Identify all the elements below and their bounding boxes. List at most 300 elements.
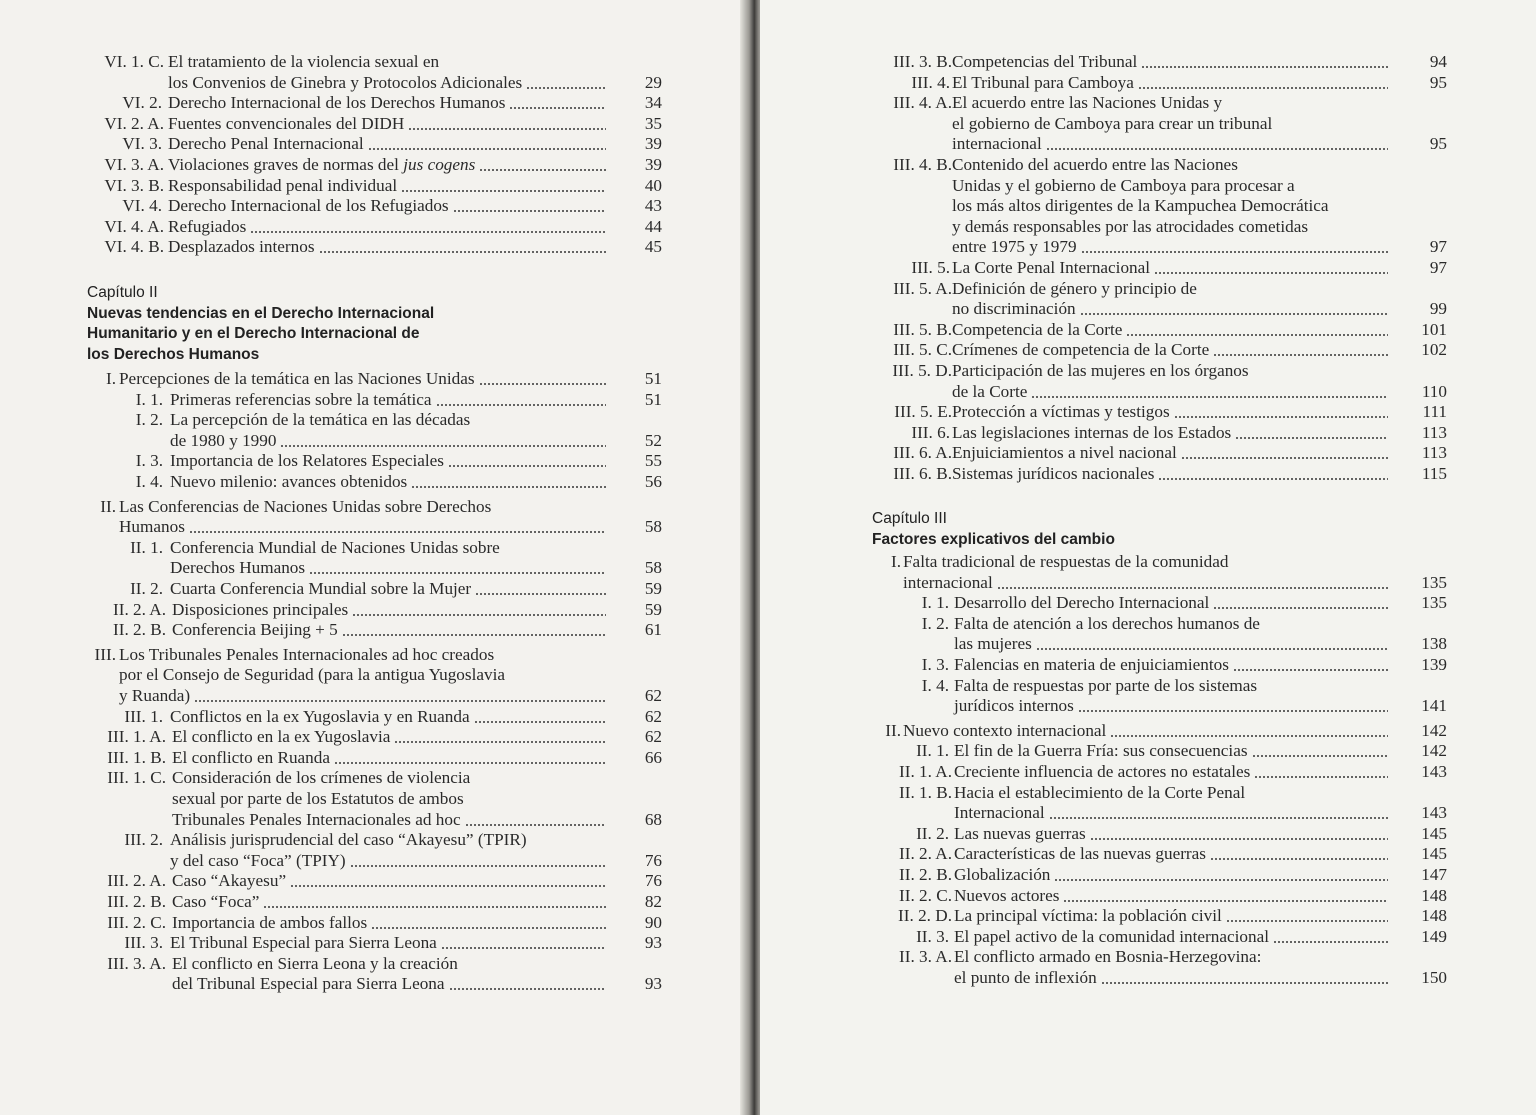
toc-entry xyxy=(0,196,662,216)
toc-entry-text: Violaciones graves de normas del jus cogens xyxy=(168,155,476,174)
toc-entry xyxy=(0,537,662,578)
dot-leader xyxy=(290,885,606,887)
toc-page-number: 52 xyxy=(644,430,662,450)
toc-entry-text: de 1980 y 1990 xyxy=(170,430,277,450)
toc-page-number: 147 xyxy=(1421,865,1447,884)
toc-page-number: 29 xyxy=(644,72,662,92)
toc-entry-text: Características de las nuevas guerras xyxy=(954,844,1206,864)
toc-entry-number: I. xyxy=(105,369,116,388)
toc-entry-text: Falencias en materia de enjuiciamientos xyxy=(954,655,1229,674)
toc-entry-line xyxy=(170,830,527,850)
toc-entry-line xyxy=(952,299,1392,319)
toc-entry-text: Los Tribunales Penales Internacionales ad hoc creados xyxy=(119,644,495,664)
toc-entry-text: Internacional xyxy=(954,803,1045,823)
toc-page-number: 76 xyxy=(644,871,662,891)
toc-entry-line xyxy=(952,443,1392,463)
toc-entry-text: Las nuevas guerras xyxy=(954,823,1086,843)
dot-leader xyxy=(309,572,606,574)
toc-entry-text: Humanos xyxy=(119,517,185,537)
toc-entry-text: El tratamiento de la violencia sexual en xyxy=(168,52,440,71)
toc-entry-number: II. 2. xyxy=(916,823,949,843)
toc-entry-text: Conferencia Beijing + 5 xyxy=(172,620,338,640)
toc-entry xyxy=(760,278,1447,319)
toc-entry-line xyxy=(954,741,1392,761)
toc-entry-text: Primeras referencias sobre la temática xyxy=(170,389,432,409)
toc-entry-line xyxy=(172,748,610,768)
toc-entry-line xyxy=(172,810,610,830)
toc-entry xyxy=(760,762,1447,782)
toc-entry-line xyxy=(119,369,610,389)
dot-leader xyxy=(479,383,606,385)
toc-entry xyxy=(760,655,1447,675)
toc-entry-text: y demás responsables por las atrocidades cometidas xyxy=(952,216,1309,236)
toc-entry-text: El papel activo de la comunidad internacional xyxy=(954,926,1269,946)
dot-leader xyxy=(411,486,606,488)
toc-entry-text: Enjuiciamientos a nivel nacional xyxy=(952,443,1177,463)
toc-page-number: 59 xyxy=(644,599,662,619)
toc-entry xyxy=(760,886,1447,906)
toc-page-number: 110 xyxy=(1421,381,1447,401)
dot-leader xyxy=(1252,755,1388,757)
dot-leader xyxy=(1154,272,1388,274)
toc-entry-text: Globalización xyxy=(954,865,1051,884)
toc-entry xyxy=(0,369,662,389)
toc-entry xyxy=(760,361,1447,401)
toc-entry-line xyxy=(168,176,610,196)
toc-entry-text: El Tribunal para Camboya xyxy=(952,72,1134,92)
dot-leader xyxy=(1101,982,1388,984)
toc-page-number: 68 xyxy=(644,809,662,829)
toc-entry-number: VI. 3. A. xyxy=(104,155,164,174)
dot-leader xyxy=(1063,900,1388,902)
toc-entry-number: I. 3. xyxy=(921,655,949,674)
toc-entry-line xyxy=(954,844,1392,864)
toc-entry-line xyxy=(170,579,610,599)
chapter-heading xyxy=(87,283,434,365)
toc-page-number: 62 xyxy=(644,685,662,705)
toc-page-number: 39 xyxy=(644,155,662,174)
toc-entry-line xyxy=(172,913,610,933)
toc-entry-number: II. 1. xyxy=(916,741,949,761)
toc-entry xyxy=(0,600,662,620)
toc-entry-line xyxy=(952,134,1392,154)
toc-entry-text: La Corte Penal Internacional xyxy=(952,258,1151,277)
toc-entry-number: II. xyxy=(885,720,901,740)
toc-entry-line xyxy=(954,634,1392,654)
dot-leader xyxy=(997,587,1388,589)
toc-page-number: 113 xyxy=(1421,443,1447,463)
toc-entry xyxy=(760,52,1447,72)
toc-entry-line xyxy=(170,707,610,727)
toc-page-number: 58 xyxy=(644,558,662,578)
toc-entry-text: El conflicto armado en Bosnia-Herzegovina: xyxy=(954,947,1262,967)
toc-entry-line xyxy=(168,196,610,216)
toc-page-number: 115 xyxy=(1421,464,1447,483)
toc-entry-text: La principal víctima: la población civil xyxy=(954,906,1222,926)
toc-page-number: 145 xyxy=(1421,823,1447,843)
toc-entry-line xyxy=(170,933,610,953)
toc-entry-number: VI. 2. A. xyxy=(104,113,164,133)
toc-entry-line xyxy=(168,237,610,257)
toc-entry-text: el gobierno de Camboya para crear un tribunal xyxy=(952,113,1273,133)
toc-entry xyxy=(0,114,662,134)
toc-entry xyxy=(0,620,662,640)
toc-entry-text: Conferencia Mundial de Naciones Unidas sobre xyxy=(170,537,500,557)
toc-entry-text: Tribunales Penales Internacionales ad hoc xyxy=(172,809,461,829)
toc-entry-text: Sistemas jurídicos nacionales xyxy=(952,464,1155,483)
toc-entry-line xyxy=(170,851,610,871)
toc-page-number: 43 xyxy=(644,196,662,216)
dot-leader xyxy=(465,824,606,826)
toc-entry-number: I. 4. xyxy=(135,472,163,491)
toc-entry xyxy=(760,320,1447,340)
toc-entry-number: II. xyxy=(100,496,116,516)
toc-entry xyxy=(760,782,1447,823)
toc-entry-text: Conflictos en la ex Yugoslavia y en Ruanda xyxy=(170,706,470,726)
toc-entry-line xyxy=(954,803,1392,823)
dot-leader xyxy=(334,762,606,764)
toc-entry-text: Nuevos actores xyxy=(954,885,1060,905)
toc-entry-text: por el Consejo de Seguridad (para la antigua Yugoslavia xyxy=(119,665,505,685)
toc-entry-line xyxy=(903,721,1392,741)
toc-entry-text: Definición de género y principio de xyxy=(952,278,1197,298)
toc-entry-number: II. 2. B. xyxy=(113,620,166,640)
toc-entry xyxy=(0,93,662,113)
toc-entry-line xyxy=(954,824,1392,844)
toc-entry-number: III. 5. E. xyxy=(894,402,952,422)
toc-entry-line xyxy=(170,558,610,578)
toc-entry-number: I. 2. xyxy=(135,410,163,430)
chapter-title-line: Nuevas tendencias en el Derecho Internacional xyxy=(87,304,435,322)
toc-entry-line xyxy=(952,176,1295,196)
toc-entry xyxy=(0,953,662,994)
toc-entry-number: III. 2. A. xyxy=(107,871,166,891)
toc-entry-line xyxy=(168,114,610,134)
dot-leader xyxy=(342,634,606,636)
toc-entry xyxy=(0,176,662,196)
chapter-heading xyxy=(872,509,1115,550)
toc-entry-line xyxy=(170,431,610,451)
toc-page-number: 62 xyxy=(644,727,662,747)
toc-entry-text: Las legislaciones internas de los Estados xyxy=(952,422,1232,442)
toc-entry-line xyxy=(172,954,458,974)
toc-entry xyxy=(760,613,1447,654)
toc-entry-text: del Tribunal Especial para Sierra Leona xyxy=(172,974,445,994)
toc-page-number: 35 xyxy=(644,113,662,133)
toc-page-number: 51 xyxy=(644,369,662,388)
toc-entry xyxy=(760,258,1447,278)
toc-entry xyxy=(0,390,662,410)
toc-entry xyxy=(0,217,662,237)
toc-entry-line xyxy=(954,927,1392,947)
dot-leader xyxy=(474,721,606,723)
toc-entry-line xyxy=(172,892,610,912)
dot-leader xyxy=(401,190,606,192)
toc-page-number: 34 xyxy=(644,93,662,113)
toc-entry-line xyxy=(172,789,464,809)
dot-leader xyxy=(408,128,606,130)
toc-entry-text: Derecho Internacional de los Refugiados xyxy=(168,196,449,216)
toc-entry-number: I. 1. xyxy=(921,593,949,613)
dot-leader xyxy=(1049,817,1388,819)
toc-entry-line xyxy=(952,52,1392,72)
toc-entry-number: II. 2. C. xyxy=(899,885,952,905)
toc-entry-number: III. 3. B. xyxy=(893,52,952,71)
toc-entry xyxy=(0,768,662,829)
toc-page-number: 149 xyxy=(1421,926,1447,946)
dot-leader xyxy=(1254,776,1388,778)
toc-entry-text: Hacia el establecimiento de la Corte Penal xyxy=(954,782,1246,802)
toc-entry-line xyxy=(119,497,491,517)
toc-entry-text: Cuarta Conferencia Mundial sobre la Mujer xyxy=(170,579,472,598)
dot-leader xyxy=(394,741,606,743)
right-page xyxy=(760,0,1536,1115)
toc-page-number: 135 xyxy=(1421,593,1447,613)
toc-page-number: 150 xyxy=(1421,967,1447,987)
dot-leader xyxy=(475,593,606,595)
dot-leader xyxy=(526,87,606,89)
toc-entry-text: Contenido del acuerdo entre las Naciones xyxy=(952,155,1238,174)
toc-entry-line xyxy=(952,155,1238,175)
dot-leader xyxy=(441,947,606,949)
toc-entry-line xyxy=(170,410,470,430)
toc-entry-text: Derecho Internacional de los Derechos Humanos xyxy=(168,93,506,113)
toc-entry-number: III. 3. xyxy=(124,933,163,953)
toc-entry-text: El acuerdo entre las Naciones Unidas y xyxy=(952,93,1223,113)
dot-leader xyxy=(479,169,606,171)
toc-page-number: 45 xyxy=(644,237,662,257)
toc-entry-number: I. 2. xyxy=(921,613,949,633)
toc-entry xyxy=(760,155,1447,257)
dot-leader xyxy=(449,988,606,990)
dot-leader xyxy=(1181,457,1388,459)
toc-entry xyxy=(760,675,1447,716)
toc-page-number: 39 xyxy=(644,134,662,154)
toc-entry-number: VI. 4. A. xyxy=(104,216,164,236)
toc-entry-text: sexual por parte de los Estatutos de ambos xyxy=(172,788,464,808)
toc-entry-text: Creciente influencia de actores no estatales xyxy=(954,762,1251,781)
toc-entry-number: II. 1. xyxy=(130,537,163,557)
toc-page-number: 148 xyxy=(1421,906,1447,926)
toc-entry xyxy=(0,727,662,747)
toc-entry-number: II. 2. A. xyxy=(113,599,166,619)
toc-entry-line xyxy=(172,974,610,994)
toc-entry-line xyxy=(952,361,1249,381)
toc-entry-number: III. 1. B. xyxy=(107,747,166,767)
dot-leader xyxy=(1081,251,1388,253)
toc-entry xyxy=(760,906,1447,926)
chapter-title-line: Factores explicativos del cambio xyxy=(872,530,1115,548)
toc-entry-number: III. 5. xyxy=(911,258,950,277)
toc-entry-text: Falta tradicional de respuestas de la comunidad xyxy=(903,552,1229,571)
toc-entry-number: II. 2. A. xyxy=(899,844,952,864)
toc-entry-text: Nuevo contexto internacional xyxy=(903,720,1107,740)
dot-leader xyxy=(1054,879,1388,881)
toc-entry-line xyxy=(952,402,1392,422)
toc-entry-number: III. 2. B. xyxy=(107,892,166,911)
toc-entry xyxy=(760,865,1447,885)
dot-leader xyxy=(1110,735,1388,737)
dot-leader xyxy=(371,927,606,929)
toc-entry xyxy=(0,871,662,891)
toc-entry-line xyxy=(954,614,1260,634)
toc-entry-text: Competencias del Tribunal xyxy=(952,52,1138,71)
toc-entry-text: Desplazados internos xyxy=(168,237,315,257)
toc-page-number: 139 xyxy=(1421,655,1447,674)
dot-leader xyxy=(350,865,606,867)
toc-entry-text: Disposiciones principales xyxy=(172,599,349,619)
toc-entry-number: I. 3. xyxy=(135,451,163,471)
dot-leader xyxy=(448,465,606,467)
toc-entry-number: VI. 3. B. xyxy=(104,175,164,195)
toc-entry-line xyxy=(952,73,1392,93)
toc-entry-text: Derecho Penal Internacional xyxy=(168,134,364,154)
dot-leader xyxy=(509,107,606,109)
toc-entry-number: III. 5. A. xyxy=(893,278,952,298)
toc-entry-line xyxy=(172,768,470,788)
toc-entry-text: Importancia de ambos fallos xyxy=(172,912,368,932)
toc-entry-text: Nuevo milenio: avances obtenidos xyxy=(170,472,408,491)
toc-entry xyxy=(0,748,662,768)
toc-page-number: 142 xyxy=(1421,720,1447,740)
toc-entry-line xyxy=(168,134,610,154)
toc-entry-text: internacional xyxy=(952,134,1042,154)
toc-entry-line xyxy=(168,217,610,237)
toc-entry-number: II. 3. A. xyxy=(899,947,952,967)
toc-entry xyxy=(760,741,1447,761)
toc-entry-text: Fuentes convencionales del DIDH xyxy=(168,113,405,133)
toc-entry-line xyxy=(903,573,1392,593)
toc-page-number: 59 xyxy=(644,579,662,598)
toc-page-number: 93 xyxy=(644,933,662,953)
chapter-title-line: Humanitario y en el Derecho Internacional de xyxy=(87,325,420,342)
toc-entry-number: III. 6. A. xyxy=(893,443,952,463)
toc-page-number: 95 xyxy=(1429,134,1447,154)
toc-entry-line xyxy=(954,947,1261,967)
toc-entry-text: Refugiados xyxy=(168,216,247,236)
toc-entry xyxy=(0,496,662,537)
toc-entry-line xyxy=(172,600,610,620)
toc-entry-line xyxy=(954,655,1392,675)
toc-entry-line xyxy=(954,783,1245,803)
toc-entry-number: II. 1. B. xyxy=(899,782,952,802)
toc-entry-line xyxy=(119,665,505,685)
toc-entry xyxy=(760,340,1447,360)
toc-page-number: 62 xyxy=(644,706,662,726)
toc-entry-line xyxy=(119,645,494,665)
toc-entry xyxy=(760,464,1447,484)
toc-entry-line xyxy=(952,217,1308,237)
toc-entry-line xyxy=(168,52,439,72)
toc-page-number: 56 xyxy=(644,472,662,491)
toc-page-number: 82 xyxy=(644,892,662,911)
toc-entry xyxy=(0,134,662,154)
dot-leader xyxy=(1031,396,1388,398)
toc-entry xyxy=(0,644,662,705)
toc-entry-text: Derechos Humanos xyxy=(170,558,306,578)
toc-entry-text: Falta de atención a los derechos humanos de xyxy=(954,613,1260,633)
dot-leader xyxy=(1141,66,1388,68)
toc-page-number: 99 xyxy=(1429,299,1447,319)
dot-leader xyxy=(319,251,606,253)
toc-entry-number: III. 6. B. xyxy=(893,464,952,483)
toc-entry-line xyxy=(952,258,1392,278)
toc-entry-number: VI. 2. xyxy=(122,93,162,113)
toc-entry xyxy=(760,721,1447,741)
toc-entry-number: III. 1. xyxy=(124,706,163,726)
toc-entry-line xyxy=(168,155,610,175)
toc-entry-line xyxy=(952,464,1392,484)
toc-page-number: 93 xyxy=(644,974,662,994)
toc-entry-line xyxy=(952,196,1329,216)
toc-entry-text: Protección a víctimas y testigos xyxy=(952,402,1170,422)
toc-entry xyxy=(0,830,662,870)
toc-entry-text: no discriminación xyxy=(952,299,1076,319)
italic-term: jus cogens xyxy=(403,155,476,174)
toc-page-number: 94 xyxy=(1429,52,1447,71)
dot-leader xyxy=(453,210,606,212)
toc-page-number: 44 xyxy=(644,216,662,236)
toc-entry-text: internacional xyxy=(903,572,993,592)
toc-entry-number: II. 3. xyxy=(916,926,949,946)
toc-page-number: 143 xyxy=(1421,803,1447,823)
toc-page-number: 40 xyxy=(644,175,662,195)
toc-entry-text: Las Conferencias de Naciones Unidas sobre Derechos xyxy=(119,496,492,516)
toc-entry-text: Responsabilidad penal individual xyxy=(168,175,398,195)
toc-entry xyxy=(760,947,1447,987)
toc-entry-number: VI. 3. xyxy=(122,134,162,154)
toc-entry xyxy=(0,579,662,599)
toc-entry-text: El fin de la Guerra Fría: sus consecuencias xyxy=(954,741,1248,761)
toc-entry-line xyxy=(952,382,1392,402)
toc-entry-line xyxy=(172,871,610,891)
dot-leader xyxy=(1158,478,1388,480)
dot-leader xyxy=(1080,313,1388,315)
dot-leader xyxy=(352,614,606,616)
left-page xyxy=(0,0,745,1115)
toc-entry-line xyxy=(952,279,1197,299)
toc-entry-text: jurídicos internos xyxy=(954,696,1074,716)
toc-entry-number: III. 1. C. xyxy=(107,768,166,788)
toc-entry-number: III. xyxy=(94,644,116,664)
toc-entry-text: y del caso “Foca” (TPIY) xyxy=(170,850,346,870)
toc-entry-text: Desarrollo del Derecho Internacional xyxy=(954,593,1210,613)
toc-entry xyxy=(0,913,662,933)
toc-entry-line xyxy=(172,620,610,640)
toc-entry xyxy=(760,844,1447,864)
toc-entry-text: Unidas y el gobierno de Camboya para procesar a xyxy=(952,175,1295,195)
toc-page-number: 61 xyxy=(644,620,662,640)
toc-entry-line xyxy=(954,762,1392,782)
toc-page-number: 135 xyxy=(1421,572,1447,592)
toc-entry-number: III. 4. B. xyxy=(893,155,952,174)
dot-leader xyxy=(368,148,606,150)
toc-entry-text: los más altos dirigentes de la Kampuchea Democrática xyxy=(952,196,1329,216)
chapter-title-line: los Derechos Humanos xyxy=(87,345,260,363)
toc-page-number: 102 xyxy=(1421,340,1447,360)
dot-leader xyxy=(1078,710,1388,712)
dot-leader xyxy=(1233,669,1388,671)
toc-entry-line xyxy=(903,552,1229,572)
dot-leader xyxy=(250,231,606,233)
toc-entry-text: Caso “Foca” xyxy=(172,892,260,911)
toc-entry xyxy=(760,927,1447,947)
toc-entry-text: La percepción de la temática en las décadas xyxy=(170,410,471,430)
toc-entry-line xyxy=(119,686,610,706)
toc-page-number: 142 xyxy=(1421,741,1447,761)
toc-entry-number: II. 2. B. xyxy=(899,865,952,884)
toc-entry xyxy=(760,73,1447,93)
